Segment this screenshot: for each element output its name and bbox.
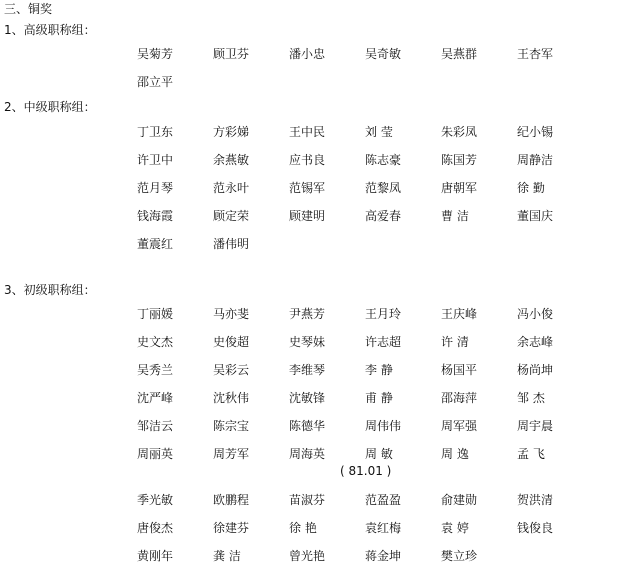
award-name: 樊立珍	[441, 549, 478, 563]
award-name: 李维琴	[289, 363, 326, 377]
award-name: 顾卫芬	[213, 47, 250, 61]
award-name: 刘 莹	[365, 125, 393, 139]
award-name: 吴秀兰	[137, 363, 174, 377]
award-name: 王杏军	[517, 47, 554, 61]
award-name: 陈德华	[289, 419, 326, 433]
award-name: 纪小锡	[517, 125, 554, 139]
award-name: 曹 洁	[441, 209, 469, 223]
award-name: 吴燕群	[441, 47, 478, 61]
award-name: 沈严峰	[137, 391, 174, 405]
award-name: 周海英	[289, 447, 326, 461]
award-name: 贺洪清	[517, 493, 554, 507]
award-name: 周 逸	[441, 447, 469, 461]
award-name: 周伟伟	[365, 419, 402, 433]
award-name: 杨国平	[441, 363, 478, 377]
award-name: 许 清	[441, 335, 469, 349]
award-name: 吴彩云	[213, 363, 250, 377]
award-name: 冯小俊	[517, 307, 554, 321]
award-name: 蒋金坤	[365, 549, 402, 563]
award-name: 钱海霞	[137, 209, 174, 223]
award-name: 周静洁	[517, 153, 554, 167]
award-name: 朱彩凤	[441, 125, 478, 139]
award-name: 吴奇敏	[365, 47, 402, 61]
award-name: 史俊超	[213, 335, 250, 349]
award-name: 孟 飞	[517, 447, 545, 461]
award-name: 陈国芳	[441, 153, 478, 167]
award-name: 邵海萍	[441, 391, 478, 405]
award-name: 李 静	[365, 363, 393, 377]
award-name: 丁丽媛	[137, 307, 174, 321]
award-name: 周 敏	[365, 447, 393, 461]
award-name: 范锡军	[289, 181, 326, 195]
award-name: 周军强	[441, 419, 478, 433]
award-name: 唐俊杰	[137, 521, 174, 535]
award-name: 袁 婷	[441, 521, 469, 535]
award-name: 陈宗宝	[213, 419, 250, 433]
award-name: 沈敏锋	[289, 391, 326, 405]
award-name: 欧鹏程	[213, 493, 250, 507]
award-name: 龚 洁	[213, 549, 241, 563]
award-name: 季光敏	[137, 493, 174, 507]
award-name: 余燕敏	[213, 153, 250, 167]
award-name: 王庆峰	[441, 307, 478, 321]
award-name: 邹 杰	[517, 391, 545, 405]
award-name: 甫 静	[365, 391, 393, 405]
group-heading-senior: 1、高级职称组：	[4, 23, 96, 37]
section-title: 三、铜奖	[4, 2, 53, 16]
award-name: 邵立平	[137, 75, 174, 89]
award-name: 周宇晨	[517, 419, 554, 433]
group-heading-intermediate: 2、中级职称组：	[4, 100, 96, 114]
award-name: 杨尚坤	[517, 363, 554, 377]
award-name: 徐建芬	[213, 521, 250, 535]
award-name: 潘伟明	[213, 237, 250, 251]
award-name: 应书良	[289, 153, 326, 167]
award-name: 陈志豪	[365, 153, 402, 167]
award-name: 丁卫东	[137, 125, 174, 139]
award-name: 邹洁云	[137, 419, 174, 433]
award-name: 顾建明	[289, 209, 326, 223]
award-name: 徐 勤	[517, 181, 545, 195]
page-note: ( 81.01 )	[340, 464, 392, 478]
award-name: 徐 艳	[289, 521, 317, 535]
award-name: 周丽英	[137, 447, 174, 461]
group-heading-junior: 3、初级职称组：	[4, 283, 96, 297]
award-name: 袁红梅	[365, 521, 402, 535]
award-name: 范月琴	[137, 181, 174, 195]
award-name: 吴菊芳	[137, 47, 174, 61]
award-name: 王月玲	[365, 307, 402, 321]
award-name: 沈秋伟	[213, 391, 250, 405]
award-name: 范永叶	[213, 181, 250, 195]
award-name: 范黎凤	[365, 181, 402, 195]
award-name: 许志超	[365, 335, 402, 349]
award-name: 黄刚年	[137, 549, 174, 563]
award-name: 尹燕芳	[289, 307, 326, 321]
award-name: 余志峰	[517, 335, 554, 349]
award-name: 许卫中	[137, 153, 174, 167]
award-name: 周芳军	[213, 447, 250, 461]
award-name: 高爱春	[365, 209, 402, 223]
award-name: 苗淑芬	[289, 493, 326, 507]
award-name: 史琴妹	[289, 335, 326, 349]
award-name: 唐朝军	[441, 181, 478, 195]
award-name: 顾定荣	[213, 209, 250, 223]
award-name: 曾光艳	[289, 549, 326, 563]
award-name: 董国庆	[517, 209, 554, 223]
award-name: 范盈盈	[365, 493, 402, 507]
award-name: 方彩娣	[213, 125, 250, 139]
award-name: 钱俊良	[517, 521, 554, 535]
award-name: 马亦斐	[213, 307, 250, 321]
award-name: 史文杰	[137, 335, 174, 349]
award-name: 潘小忠	[289, 47, 326, 61]
award-name: 王中民	[289, 125, 326, 139]
award-name: 董震红	[137, 237, 174, 251]
award-name: 俞建勋	[441, 493, 478, 507]
